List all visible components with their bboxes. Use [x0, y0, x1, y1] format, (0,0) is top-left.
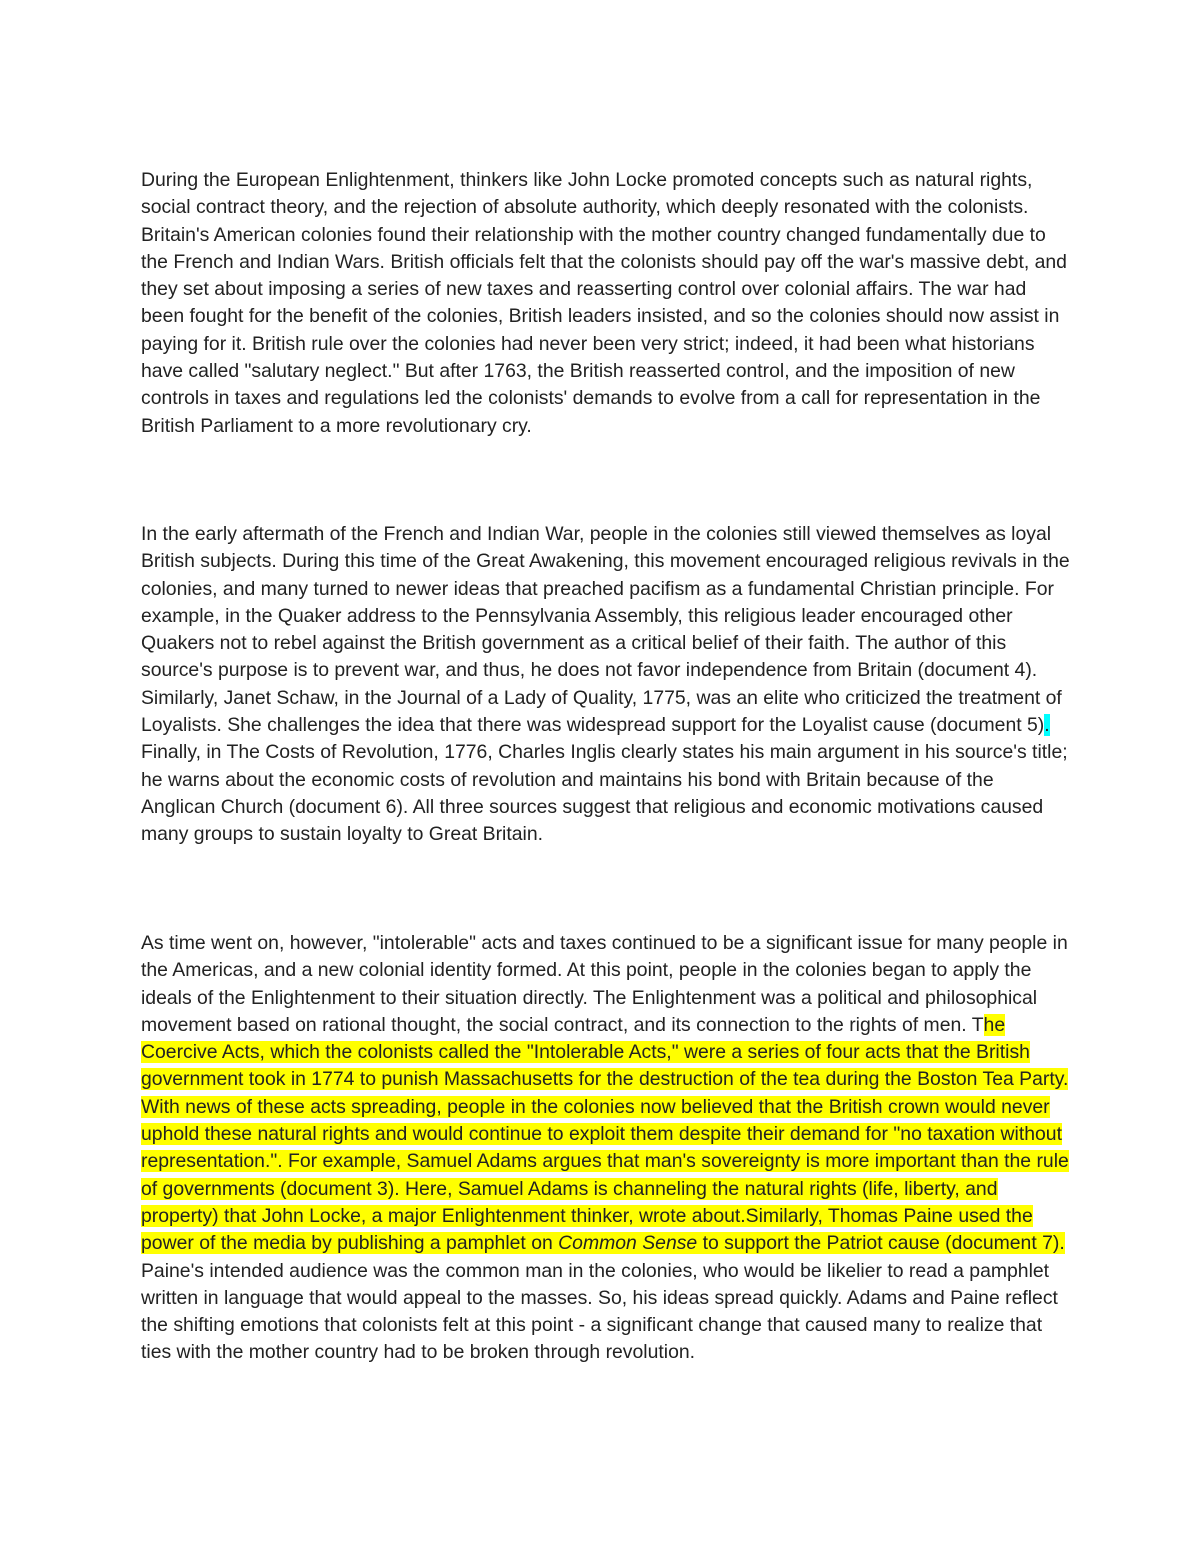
paragraph-text: As time went on, however, "intolerable" acts and taxes continued to be a significant issue for many people in the Americas, and a new colonial identity formed. At this point, people in the colonies began to apply the ideals of the Enlightenment to their situation directly. The Enlightenment was a political and philosophical movement based on rational thought, the social contract, and its connection to the rights of men. T [141, 932, 1068, 1036]
paragraph-text: Paine's intended audience was the common man in the colonies, who would be likelier to read a pamphlet written in language that would appeal to the masses. So, his ideas spread quickly. Adams and Paine reflect the shifting emotions that colonists felt at this point - a significant change that caused many to realize that ties with the mother country had to be broken through revolution. [141, 1259, 1058, 1364]
paragraph-text: During the European Enlightenment, thinkers like John Locke promoted concepts such as natural rights, social contract theory, and the rejection of absolute authority, which deeply resonated with the colonists. Britain's American colonies found their relationship with the mother country changed fundamentally due to the French and Indian Wars. British officials felt that the colonists should pay off the war's massive debt, and they set about imposing a series of new taxes and reasserting control over colonial affairs. The war had been fought for the benefit of the colonies, British leaders insisted, and so the colonies should now assist in paying for it. British rule over the colonies had never been very strict; indeed, it had been what historians have called "salutary neglect." But after 1763, the British reasserted control, and the imposition of new controls in taxes and regulations led the colonists' demands to evolve from a call for representation in the British Parliament to a more revolutionary cry. [141, 169, 1067, 437]
yellow-highlight: he Coercive Acts, which the colonists called the "Intolerable Acts," were a series of four acts that the British government took in 1774 to punish Massachusetts for the destruction of the tea during the Boston Tea Party. With news of these acts spreading, people in the colonies now believed that the British crown would never uphold these natural rights and would continue to exploit them despite their demand for "no taxation without representation.". For example, Samuel Adams argues that man's sovereignty is more important than the rule of governments (document 3). Here, Samuel Adams is channeling the natural rights (life, liberty, and property) that John Locke, a major Enlightenment thinker, wrote about.Similarly, Thomas Paine used the power of the media by publishing a pamphlet on [141, 1013, 1069, 1255]
paragraph-enlightenment-intro [141, 167, 1071, 440]
paragraph-loyalty [141, 521, 1071, 849]
cyan-highlight: . [1044, 714, 1050, 737]
paragraph-revolution [141, 930, 1071, 1367]
yellow-highlight-italic-title: Common Sense [558, 1232, 698, 1255]
paragraph-text: Finally, in The Costs of Revolution, 1776, Charles Inglis clearly states his main argument in his source's title; he warns about the economic costs of revolution and maintains his bond with Britain because of the Anglican Church (document 6). All three sources suggest that religious and economic motivations caused many groups to sustain loyalty to Great Britain. [141, 741, 1068, 846]
yellow-highlight: to support the Patriot cause (document 7). [697, 1232, 1065, 1255]
paragraph-text: In the early aftermath of the French and Indian War, people in the colonies still viewed themselves as loyal British subjects. During this time of the Great Awakening, this movement encouraged religious revivals in the colonies, and many turned to newer ideas that preached pacifism as a fundamental Christian principle. For example, in the Quaker address to the Pennsylvania Assembly, this religious leader encouraged other Quakers not to rebel against the British government as a critical belief of their faith. The author of this source's purpose is to prevent war, and thus, he does not favor independence from Britain (document 4). Similarly, Janet Schaw, in the Journal of a Lady of Quality, 1775, was an elite who criticized the treatment of Loyalists. She challenges the idea that there was widespread support for the Loyalist cause (document 5) [141, 523, 1070, 737]
